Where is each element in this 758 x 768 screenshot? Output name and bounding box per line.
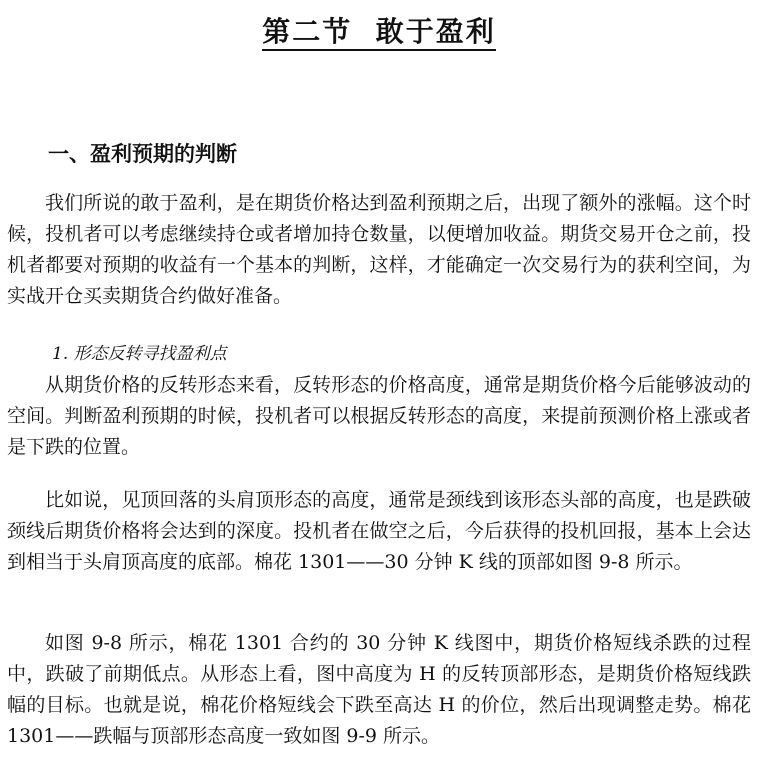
section-title-text: 第二节 敢于盈利: [262, 15, 496, 51]
paragraph: 比如说，见顶回落的头肩顶形态的高度，通常是颈线到该形态头部的高度，也是跌破颈线后期货价格将会达到的深度。投机者在做空之后，今后获得的投机回报，基本上会达到相当于头肩顶高度的底部。棉花 1301——30 分钟 K 线的顶部如图 9-8 所示。: [7, 489, 751, 573]
paragraph: 我们所说的敢于盈利，是在期货价格达到盈利预期之后，出现了额外的涨幅。这个时候，投机者可以考虑继续持仓或者增加持仓数量，以便增加收益。期货交易开仓之前，投机者都要对预期的收益有一个基本的判断，这样，才能确定一次交易行为的获利空间，为实战开仓买卖期货合约做好准备。: [7, 192, 751, 307]
item-heading: 1. 形态反转寻找盈利点: [52, 344, 227, 364]
section-title: [0, 12, 758, 52]
subheading: 一、盈利预期的判断: [48, 142, 237, 166]
paragraph: 从期货价格的反转形态来看，反转形态的价格高度，通常是期货价格今后能够波动的空间。判断盈利预期的时候，投机者可以根据反转形态的高度，来提前预测价格上涨或者是下跌的位置。: [7, 374, 751, 458]
paragraph: 如图 9-8 所示，棉花 1301 合约的 30 分钟 K 线图中，期货价格短线杀跌的过程中，跌破了前期低点。从形态上看，图中高度为 H 的反转顶部形态，是期货价格短线跌幅的目标。也就是说，棉花价格短线会下跌至高达 H 的价位，然后出现调整走势。棉花 1301——跌幅与顶部形态高度一致如图 9-9 所示。: [7, 632, 751, 747]
